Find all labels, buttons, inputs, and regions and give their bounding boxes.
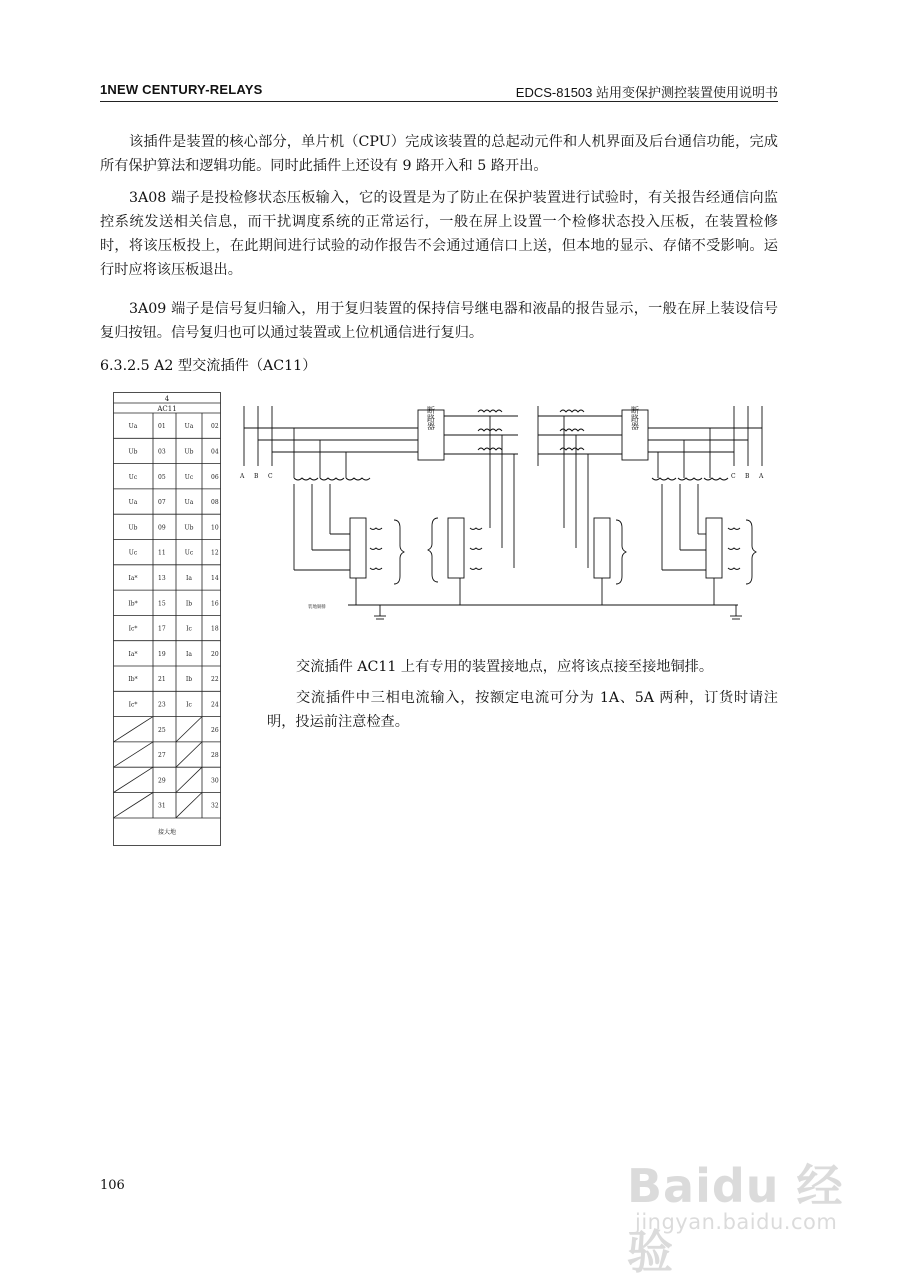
header-document-title: EDCS-81503 站用变保护测控装置使用说明书 <box>515 85 778 100</box>
table-cell-right-label: Ib <box>185 600 193 608</box>
table-cell-left-label: Ib* <box>128 676 138 684</box>
table-cell-right-number: 20 <box>211 650 219 658</box>
table-cell-left-number: 11 <box>158 549 166 557</box>
table-cell-right-number: 32 <box>211 802 219 810</box>
table-cell-right-label: Ic <box>186 701 192 709</box>
phase-label-right-b: B <box>745 473 750 480</box>
phase-label-right-c: C <box>731 473 736 480</box>
table-cell-right-label: Ua <box>184 423 194 431</box>
wiring-diagram <box>238 400 768 628</box>
table-cell-right-number: 06 <box>211 473 219 481</box>
page-number: 106 <box>100 1178 125 1193</box>
table-cell-left-number: 31 <box>158 802 166 810</box>
table-footer: 接大地 <box>157 829 177 836</box>
paragraph-ground: 交流插件 AC11 上有专用的装置接地点，应将该点接至接地铜排。 <box>296 659 714 675</box>
table-cell-right-label: Uc <box>184 549 194 557</box>
unused-cell-slash <box>114 742 154 767</box>
table-cell-left-number: 29 <box>158 777 166 785</box>
table-cell-left-number: 25 <box>158 726 166 734</box>
table-cell-right-number: 08 <box>211 499 219 507</box>
table-cell-left-label: Ic* <box>128 701 138 709</box>
table-cell-left-number: 07 <box>158 499 166 507</box>
table-cell-right-label: Ua <box>184 499 194 507</box>
table-cell-left-label: Ic* <box>128 625 138 633</box>
table-cell-right-number: 14 <box>211 574 219 582</box>
header-rule <box>100 101 778 102</box>
table-cell-left-number: 15 <box>158 600 166 608</box>
table-cell-left-number: 03 <box>158 448 166 456</box>
paragraph-3a09: 3A09 端子是信号复归输入，用于复归装置的保持信号继电器和液晶的报告显示，一般在屏上装设信号复归按钮。信号复归也可以通过装置或上位机通信进行复归。 <box>100 301 778 341</box>
table-cell-right-number: 26 <box>211 726 219 734</box>
phase-label-left-a: A <box>240 473 245 480</box>
ground-bar-label: 装地铜排 <box>308 605 326 610</box>
table-cell-right-label: Ia <box>186 574 192 582</box>
baidu-watermark <box>627 1150 849 1279</box>
table-cell-left-label: Ib* <box>128 600 138 608</box>
table-cell-right-number: 16 <box>211 600 219 608</box>
table-cell-right-label: Ic <box>186 625 192 633</box>
table-name: AC11 <box>157 405 177 413</box>
unused-cell-slash <box>176 767 202 792</box>
table-cell-right-number: 28 <box>211 752 219 760</box>
unused-cell-slash <box>176 793 202 818</box>
table-cell-right-number: 10 <box>211 524 219 532</box>
table-cell-left-label: Ub <box>128 448 138 456</box>
unused-cell-slash <box>114 767 154 792</box>
phase-label-left-b: B <box>254 473 259 480</box>
paragraph-cpu: 该插件是装置的核心部分，单片机（CPU）完成该装置的总起动元件和人机界面及后台通信功能，完成所有保护算法和逻辑功能。同时此插件上还设有 9 路开入和 5 路开出。 <box>100 134 778 174</box>
table-cell-right-number: 02 <box>211 423 219 431</box>
table-cell-right-number: 22 <box>211 676 219 684</box>
table-cell-left-number: 13 <box>158 574 166 582</box>
table-cell-left-label: Uc <box>128 473 138 481</box>
table-slot: 4 <box>164 395 170 403</box>
table-cell-right-number: 24 <box>211 701 219 709</box>
page-header <box>100 82 778 102</box>
table-cell-left-number: 09 <box>158 524 166 532</box>
table-cell-left-number: 05 <box>158 473 166 481</box>
table-cell-left-label: Ia* <box>128 650 138 658</box>
terminal-table <box>113 392 221 846</box>
table-cell-left-number: 01 <box>158 423 166 431</box>
table-cell-left-label: Uc <box>128 549 138 557</box>
table-cell-left-label: Ua <box>128 423 138 431</box>
table-cell-right-number: 18 <box>211 625 219 633</box>
paragraph-current-rating: 交流插件中三相电流输入，按额定电流可分为 1A、5A 两种，订货时请注明，投运前注意检查。 <box>267 690 778 730</box>
table-cell-right-number: 04 <box>211 448 219 456</box>
table-cell-left-label: Ia* <box>128 574 138 582</box>
unused-cell-slash <box>176 742 202 767</box>
baidu-logo-icon: Baidu 经验 <box>627 1159 844 1279</box>
phase-label-left-c: C <box>268 473 273 480</box>
table-cell-right-label: Ib <box>185 676 193 684</box>
paragraph-3a08: 3A08 端子是投检修状态压板输入，它的设置是为了防止在保护装置进行试验时，有关报告经通信向监控系统发送相关信息，而干扰调度系统的正常运行，一般在屏上设置一个检修状态投入压板，在装置检修时，将该压板投上，在此期间进行试验的动作报告不会通过通信口上送，但本地的显示、存储不受影响。运行时应将该压板退出。 <box>100 190 778 278</box>
table-cell-left-number: 17 <box>158 625 166 633</box>
unused-cell-slash <box>176 717 202 742</box>
phase-label-right-a: A <box>759 473 764 480</box>
table-cell-left-number: 23 <box>158 701 166 709</box>
table-cell-right-label: Ub <box>184 524 194 532</box>
watermark-url: jingyan.baidu.com <box>635 1210 838 1234</box>
section-title: 6.3.2.5 A2 型交流插件（AC11） <box>100 358 317 374</box>
breaker-label-right: 断路器 <box>630 406 640 430</box>
table-cell-left-number: 19 <box>158 650 166 658</box>
table-cell-right-label: Ia <box>186 650 192 658</box>
unused-cell-slash <box>114 793 154 818</box>
unused-cell-slash <box>114 717 154 742</box>
table-cell-left-number: 21 <box>158 676 166 684</box>
table-cell-left-number: 27 <box>158 752 166 760</box>
table-cell-left-label: Ub <box>128 524 138 532</box>
table-cell-left-label: Ua <box>128 499 138 507</box>
table-cell-right-label: Ub <box>184 448 194 456</box>
table-cell-right-label: Uc <box>184 473 194 481</box>
table-cell-right-number: 30 <box>211 777 219 785</box>
breaker-label-left: 断路器 <box>426 406 436 430</box>
table-cell-right-number: 12 <box>211 549 219 557</box>
header-company: 1NEW CENTURY-RELAYS <box>100 82 263 97</box>
